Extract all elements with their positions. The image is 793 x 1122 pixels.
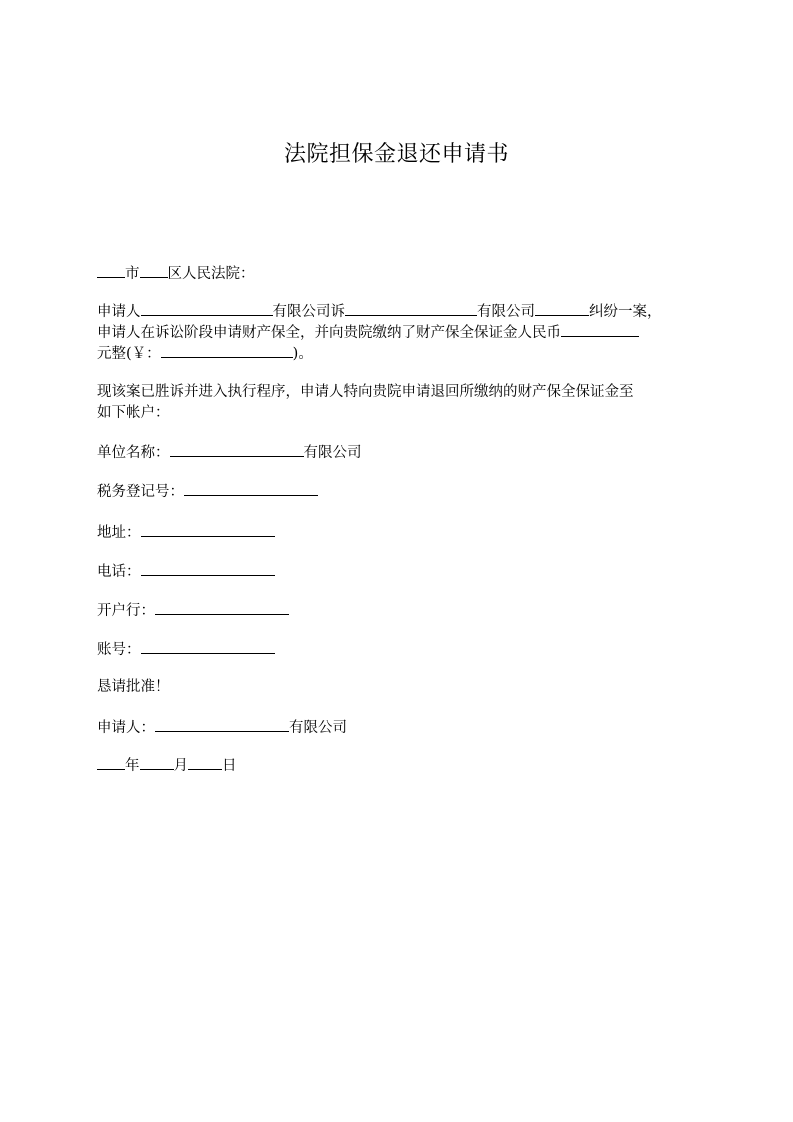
unit-name-label: 单位名称：	[97, 445, 170, 461]
city-blank[interactable]	[97, 263, 125, 278]
unit-name-blank[interactable]	[170, 442, 304, 457]
month-label: 月	[173, 758, 188, 774]
preservation-text: 申请人在诉讼阶段申请财产保全，并向贵院缴纳了财产保全保证金人民币	[97, 325, 561, 341]
amount-end-text: )。	[292, 346, 313, 362]
city-suffix: 市	[125, 266, 140, 282]
signature-label: 申请人：	[97, 720, 155, 736]
account-blank[interactable]	[141, 639, 275, 654]
phone-blank[interactable]	[141, 561, 275, 576]
date-row	[97, 755, 237, 776]
amount-words-blank[interactable]	[561, 322, 639, 337]
defendant-company-blank[interactable]	[345, 301, 477, 316]
case-line-2	[97, 322, 639, 343]
dispute-type-blank[interactable]	[535, 301, 589, 316]
address-blank[interactable]	[141, 522, 275, 537]
address-row	[97, 522, 275, 543]
day-blank[interactable]	[188, 755, 222, 770]
amount-unit-text: 元整(￥：	[97, 346, 161, 362]
month-blank[interactable]	[140, 755, 174, 770]
signature-row	[97, 717, 347, 738]
unit-name-row	[97, 442, 362, 463]
year-blank[interactable]	[97, 755, 125, 770]
year-label: 年	[125, 758, 140, 774]
tax-reg-row	[97, 481, 318, 502]
amount-digits-blank[interactable]	[161, 343, 293, 358]
court-address-line	[97, 263, 255, 284]
day-label: 日	[222, 758, 237, 774]
signature-blank[interactable]	[155, 717, 289, 732]
district-blank[interactable]	[140, 263, 168, 278]
bank-blank[interactable]	[155, 600, 289, 615]
company-sue-text: 有限公司诉	[272, 304, 345, 320]
company-label: 有限公司	[477, 304, 535, 320]
court-suffix: 区人民法院：	[167, 266, 255, 282]
case-line-1	[97, 301, 662, 322]
request-line-1: 现该案已胜诉并进入执行程序，申请人特向贵院申请退回所缴纳的财产保全保证金至	[97, 384, 634, 400]
phone-label: 电话：	[97, 564, 141, 580]
signature-suffix: 有限公司	[289, 720, 347, 736]
address-label: 地址：	[97, 525, 141, 541]
tax-reg-blank[interactable]	[184, 481, 318, 496]
dispute-text: 纠纷一案，	[589, 304, 662, 320]
unit-name-suffix: 有限公司	[303, 445, 362, 461]
request-line-2: 如下帐户：	[97, 405, 170, 421]
case-line-3	[97, 343, 313, 364]
applicant-prefix: 申请人	[97, 304, 141, 320]
approval-request: 恳请批准！	[97, 679, 170, 695]
bank-row	[97, 600, 289, 621]
bank-label: 开户行：	[97, 603, 155, 619]
account-label: 账号：	[97, 642, 141, 658]
account-row	[97, 639, 275, 660]
phone-row	[97, 561, 275, 582]
applicant-company-blank[interactable]	[141, 301, 273, 316]
document-title: 法院担保金退还申请书	[283, 142, 509, 167]
tax-reg-label: 税务登记号：	[97, 484, 184, 500]
